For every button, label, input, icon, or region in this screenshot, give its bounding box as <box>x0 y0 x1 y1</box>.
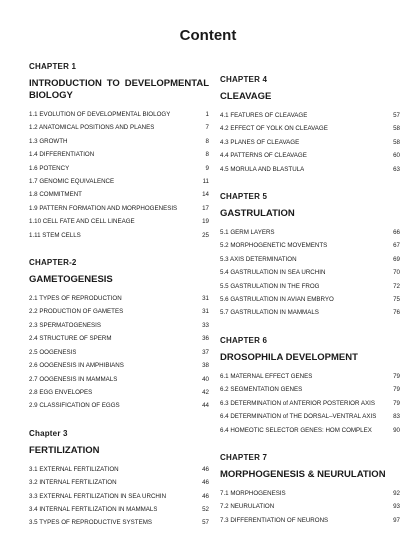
toc-entry[interactable] <box>29 148 209 161</box>
toc-entry-page: 72 <box>393 282 400 290</box>
toc-entry[interactable] <box>220 370 400 383</box>
toc-right-column <box>220 75 400 527</box>
toc-entry-page: 93 <box>393 503 400 511</box>
toc-entry[interactable] <box>29 215 209 228</box>
section-spacer <box>220 437 400 453</box>
toc-entry[interactable] <box>220 149 400 162</box>
toc-entry-title: 4.5 MORULA AND BLASTULA <box>220 165 305 173</box>
toc-entry-page: 19 <box>202 218 209 226</box>
toc-entry-page: 76 <box>393 309 400 317</box>
chapter-label: CHAPTER 7 <box>220 452 268 462</box>
section-spacer <box>29 242 209 258</box>
section-spacer <box>220 320 400 336</box>
toc-entry[interactable] <box>29 305 209 318</box>
toc-entry-title: 7.2 NEURULATION <box>220 503 275 511</box>
chapter-section <box>220 336 400 437</box>
toc-entry[interactable] <box>29 229 209 242</box>
toc-entry[interactable] <box>29 346 209 359</box>
toc-entry-page: 11 <box>202 178 209 186</box>
toc-entry-page: 46 <box>202 492 209 500</box>
toc-entry-page: 79 <box>393 386 400 394</box>
toc-entry-title: 5.5 GASTRULATION IN THE FROG <box>220 282 320 290</box>
chapter-title: INTRODUCTION TO DEVELOPMENTAL <box>29 78 209 89</box>
toc-entry-title: 1.2 ANATOMICAL POSITIONS AND PLANES <box>29 124 155 132</box>
chapter-section <box>29 429 209 530</box>
chapter-section <box>29 258 209 413</box>
toc-entry-page: 8 <box>205 151 209 159</box>
toc-entry[interactable] <box>29 359 209 372</box>
toc-entry[interactable] <box>220 500 400 513</box>
toc-entry-title: 4.1 FEATURES OF CLEAVAGE <box>220 112 308 119</box>
toc-entry-page: 79 <box>393 372 400 380</box>
toc-entry-page: 58 <box>393 125 400 133</box>
toc-entry-page: 9 <box>205 164 209 172</box>
toc-entry[interactable] <box>220 226 400 239</box>
toc-entry-page: 83 <box>393 413 400 421</box>
toc-entry[interactable] <box>29 202 209 215</box>
toc-entry-title: 3.1 EXTERNAL FERTILIZATION <box>29 465 119 473</box>
toc-entry-page: 14 <box>202 191 209 199</box>
toc-entry-title: 1.9 PATTERN FORMATION AND MORPHOGENESIS <box>29 204 178 212</box>
section-spacer <box>29 413 209 429</box>
toc-entry-title: 6.4 DETERMINATION of THE DORSAL–VENTRAL AXIS <box>220 413 377 421</box>
chapter-title: FERTILIZATION <box>29 444 100 456</box>
toc-entry-title: 3.2 INTERNAL FERTILIZATION <box>29 479 117 487</box>
toc-entry-page: 60 <box>393 152 400 160</box>
toc-entry-title: 2.1 TYPES OF REPRODUCTION <box>29 295 122 303</box>
chapter-title: GASTRULATION <box>220 208 295 220</box>
toc-entry-page: 33 <box>202 321 209 329</box>
chapter-label: CHAPTER 6 <box>220 335 268 345</box>
toc-entry-title: 1.11 STEM CELLS <box>29 231 81 239</box>
chapter-label: CHAPTER 1 <box>29 62 77 71</box>
toc-entry[interactable] <box>29 292 209 305</box>
toc-entry-page: 31 <box>202 308 209 316</box>
toc-entry[interactable] <box>220 136 400 149</box>
toc-entry-page: 70 <box>393 269 400 277</box>
toc-entry-page: 75 <box>393 296 400 304</box>
toc-entry[interactable] <box>220 514 400 527</box>
toc-entry[interactable] <box>29 332 209 345</box>
toc-entry-page: 46 <box>202 479 209 487</box>
toc-entry-title: 3.4 INTERNAL FERTILIZATION IN MAMMALS <box>29 505 158 513</box>
toc-entry-page: 25 <box>202 231 209 239</box>
toc-entry-title: 7.1 MORPHOGENESIS <box>220 489 286 497</box>
toc-entry[interactable] <box>220 122 400 135</box>
toc-entry[interactable] <box>220 266 400 279</box>
toc-entry-title: 2.7 OOGENESIS IN MAMMALS <box>29 375 118 383</box>
toc-entry[interactable] <box>220 410 400 423</box>
toc-entry-title: 3.3 EXTERNAL FERTILIZATION IN SEA URCHIN <box>29 492 167 500</box>
toc-entry[interactable] <box>29 373 209 386</box>
toc-entry[interactable] <box>29 490 209 503</box>
toc-entry-title: 2.9 CLASSIFICATION OF EGGS <box>29 402 120 410</box>
toc-entry-page: 42 <box>202 388 209 396</box>
toc-entry[interactable] <box>220 306 400 319</box>
toc-entry-title: 7.3 DIFFERENTIATION OF NEURONS <box>220 516 329 524</box>
toc-entry-title: 6.1 MATERNAL EFFECT GENES <box>220 372 313 380</box>
chapter-label: CHAPTER 5 <box>220 192 268 202</box>
chapter-section <box>220 453 400 527</box>
toc-entry-page: 8 <box>205 137 209 145</box>
toc-entry-title: 2.3 SPERMATOGENESIS <box>29 321 101 329</box>
toc-entry-page: 1 <box>205 111 209 118</box>
toc-entry-title: 5.4 GASTRULATION IN SEA URCHIN <box>220 269 326 277</box>
chapter-label: Chapter 3 <box>29 428 68 438</box>
toc-entry-title: 1.8 COMMITMENT <box>29 191 82 199</box>
toc-entry[interactable] <box>29 135 209 148</box>
chapter-section <box>29 62 209 242</box>
toc-entry[interactable] <box>220 424 400 437</box>
chapter-label: CHAPTER 4 <box>220 75 268 84</box>
toc-entry-page: 90 <box>393 426 400 434</box>
toc-entry-title: 2.2 PRODUCTION OF GAMETES <box>29 308 124 316</box>
toc-entry-page: 57 <box>393 112 400 119</box>
chapter-title: DROSOPHILA DEVELOPMENT <box>220 351 358 363</box>
toc-entry-title: 1.1 EVOLUTION OF DEVELOPMENTAL BIOLOGY <box>29 111 171 118</box>
toc-entry-title: 3.5 TYPES OF REPRODUCTIVE SYSTEMS <box>29 519 152 527</box>
toc-entry-title: 4.3 PLANES OF CLEAVAGE <box>220 138 300 146</box>
chapter-label: CHAPTER-2 <box>29 258 77 268</box>
toc-entry-page: 58 <box>393 138 400 146</box>
toc-entry-page: 63 <box>393 165 400 173</box>
toc-entry-page: 44 <box>202 402 209 410</box>
toc-entry-page: 46 <box>202 465 209 473</box>
chapter-title: MORPHOGENESIS & NEURULATION <box>220 468 386 480</box>
toc-entry-title: 1.4 DIFFERENTIATION <box>29 151 95 159</box>
toc-entry-page: 36 <box>202 335 209 343</box>
toc-entry-title: 6.3 DETERMINATION of ANTERIOR POSTERIOR AXIS <box>220 399 375 407</box>
toc-entry[interactable] <box>220 293 400 306</box>
toc-entry-page: 38 <box>202 362 209 370</box>
toc-entry[interactable] <box>220 163 400 176</box>
toc-entry-title: 6.2 SEGMENTATION GENES <box>220 386 303 394</box>
toc-entry[interactable] <box>29 386 209 399</box>
toc-entry[interactable] <box>29 399 209 412</box>
toc-entry[interactable] <box>29 162 209 175</box>
toc-entry[interactable] <box>29 319 209 332</box>
toc-entry-title: 4.4 PATTERNS OF CLEAVAGE <box>220 152 307 160</box>
toc-entry-title: 5.1 GERM LAYERS <box>220 229 275 237</box>
toc-entry-title: 2.6 OOGENESIS IN AMPHIBIANS <box>29 362 124 370</box>
toc-entry-page: 66 <box>393 229 400 237</box>
toc-entry-title: 1.6 POTENCY <box>29 164 70 172</box>
toc-entry[interactable] <box>220 397 400 410</box>
toc-entry-page: 67 <box>393 242 400 250</box>
chapter-title: GAMETOGENESIS <box>29 274 113 286</box>
chapter-title: BIOLOGY <box>29 90 73 101</box>
toc-entry-title: 2.8 EGG ENVELOPES <box>29 388 93 396</box>
toc-entry[interactable] <box>220 109 400 122</box>
toc-entry[interactable] <box>220 487 400 500</box>
toc-entry[interactable] <box>29 463 209 476</box>
toc-entry-title: 4.2 EFFECT OF YOLK ON CLEAVAGE <box>220 125 328 133</box>
toc-entry-title: 5.2 MORPHOGENETIC MOVEMENTS <box>220 242 328 250</box>
toc-entry-page: 7 <box>205 124 209 132</box>
toc-entry-page: 31 <box>202 295 209 303</box>
toc-entry[interactable] <box>29 188 209 201</box>
toc-entry-page: 52 <box>202 505 209 513</box>
chapter-section <box>220 75 400 176</box>
toc-entry-page: 57 <box>202 519 209 527</box>
toc-entry-title: 5.6 GASTRULATION IN AVIAN EMBRYO <box>220 296 334 304</box>
toc-entry-page: 92 <box>393 489 400 497</box>
toc-entry[interactable] <box>29 476 209 489</box>
toc-entry[interactable] <box>220 280 400 293</box>
toc-entry-title: 6.4 HOMEOTIC SELECTOR GENES: HOM COMPLEX <box>220 426 372 434</box>
toc-entry-page: 40 <box>202 375 209 383</box>
toc-entry-page: 79 <box>393 399 400 407</box>
toc-entry[interactable] <box>29 108 209 121</box>
section-spacer <box>220 176 400 192</box>
toc-entry[interactable] <box>29 121 209 134</box>
toc-entry-title: 1.3 GROWTH <box>29 137 68 145</box>
toc-entry[interactable] <box>29 503 209 516</box>
chapter-section <box>220 192 400 320</box>
page-title: Content <box>179 27 237 44</box>
toc-entry-page: 97 <box>393 516 400 524</box>
toc-entry-title: 5.7 GASTRULATION IN MAMMALS <box>220 309 319 317</box>
toc-entry[interactable] <box>29 175 209 188</box>
chapter-title: CLEAVAGE <box>220 91 272 102</box>
toc-entry-title: 1.10 CELL FATE AND CELL LINEAGE <box>29 218 135 226</box>
toc-entry-title: 5.3 AXIS DETERMINATION <box>220 255 297 263</box>
toc-entry[interactable] <box>29 516 209 529</box>
toc-entry-title: 1.7 GENOMIC EQUIVALENCE <box>29 178 115 186</box>
toc-entry-page: 69 <box>393 255 400 263</box>
toc-entry-page: 17 <box>202 204 209 212</box>
toc-entry-page: 37 <box>202 348 209 356</box>
toc-entry-title: 2.5 OOGENESIS <box>29 348 77 356</box>
toc-entry-title: 2.4 STRUCTURE OF SPERM <box>29 335 112 343</box>
toc-left-column <box>29 62 209 530</box>
toc-entry[interactable] <box>220 253 400 266</box>
toc-entry[interactable] <box>220 239 400 252</box>
toc-entry[interactable] <box>220 383 400 396</box>
